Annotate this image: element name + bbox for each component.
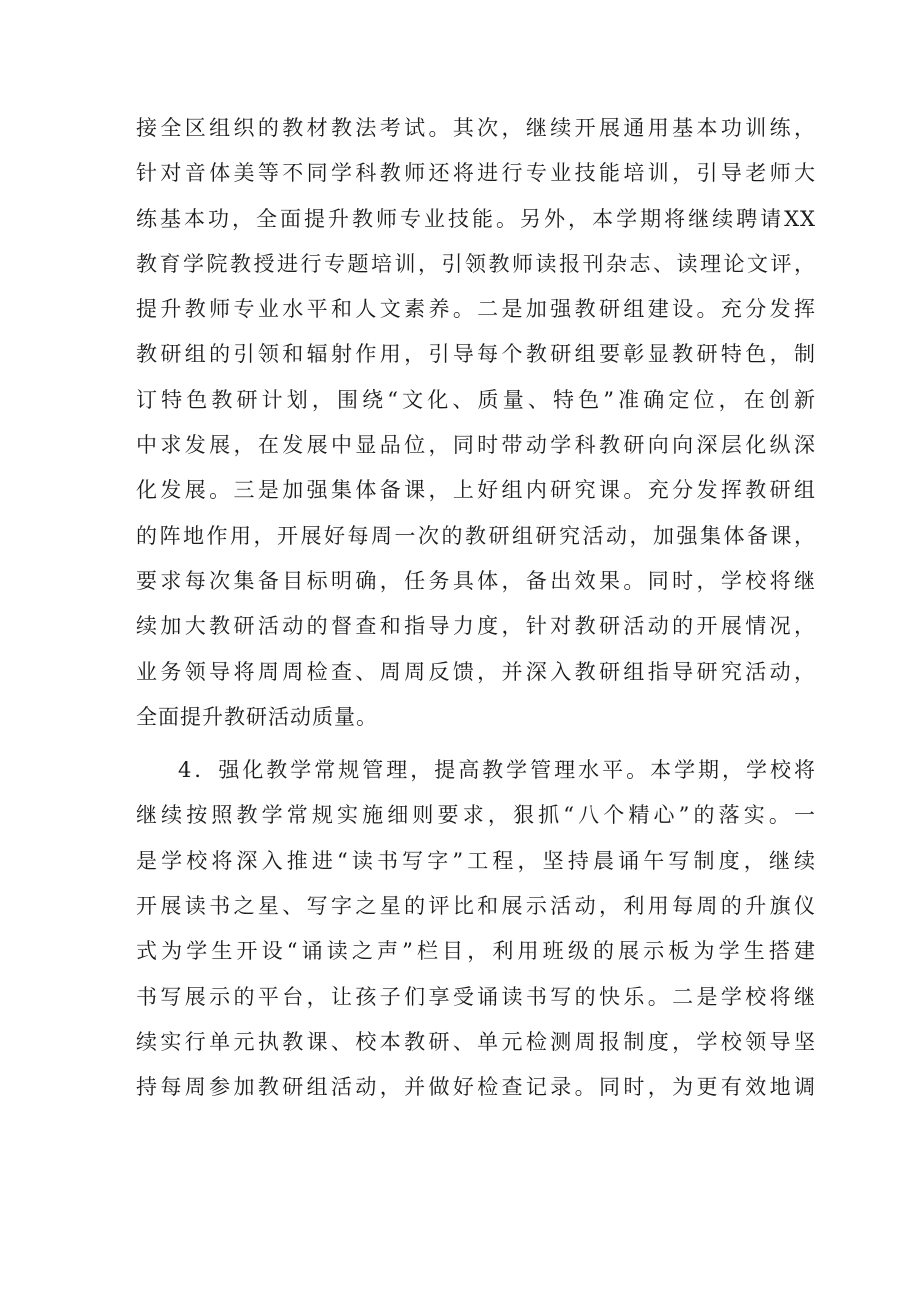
paragraph-2 — [136, 748, 816, 1110]
text-line: 持每周参加教研组活动，并做好检查记录。同时，为更有效地调 — [136, 1075, 816, 1100]
document-body — [136, 106, 816, 1111]
text-line: 要求每次集备目标明确，任务具体，备出效果。同时，学校将继 — [136, 568, 816, 593]
text-line: 式为学生开设“诵读之声”栏目，利用班级的展示板为学生搭建 — [136, 939, 816, 964]
text-line: 教研组的引领和辐射作用，引导每个教研组要彰显教研特色，制 — [136, 342, 816, 367]
text-line: 教育学院教授进行专题培训，引领教师读报刊杂志、读理论文评， — [136, 251, 816, 276]
text-line: 开展读书之星、写字之星的评比和展示活动，利用每周的升旗仪 — [136, 894, 816, 919]
paragraph-spacer — [136, 740, 816, 748]
text-line: 业务领导将周周检查、周周反馈，并深入教研组指导研究活动， — [136, 659, 816, 684]
text-line: 继续按照教学常规实施细则要求，狠抓“八个精心”的落实。一 — [136, 803, 816, 828]
paragraph-1 — [136, 106, 816, 740]
text-line: 化发展。三是加强集体备课，上好组内研究课。充分发挥教研组 — [136, 478, 816, 503]
text-line: 续加大教研活动的督查和指导力度，针对教研活动的开展情况， — [136, 614, 816, 639]
text-line: 的阵地作用，开展好每周一次的教研组研究活动，加强集体备课， — [136, 523, 816, 548]
text-line: 书写展示的平台，让孩子们享受诵读书写的快乐。二是学校将继 — [136, 984, 816, 1009]
text-line: 练基本功，全面提升教师专业技能。另外，本学期将继续聘请XX — [136, 206, 816, 231]
text-line: 订特色教研计划，围绕“文化、质量、特色”准确定位，在创新 — [136, 387, 816, 412]
text-line: 提升教师专业水平和人文素养。二是加强教研组建设。充分发挥 — [136, 297, 816, 322]
text-line: 中求发展，在发展中显品位，同时带动学科教研向向深层化纵深 — [136, 433, 816, 458]
text-line: 是学校将深入推进“读书写字”工程，坚持晨诵午写制度，继续 — [136, 848, 816, 873]
text-line: 针对音体美等不同学科教师还将进行专业技能培训，引导老师大 — [136, 161, 816, 186]
text-line: 全面提升教研活动质量。 — [136, 704, 378, 729]
text-line: 接全区组织的教材教法考试。其次，继续开展通用基本功训练， — [136, 116, 816, 140]
text-line: 续实行单元执教课、校本教研、单元检测周报制度，学校领导坚 — [136, 1029, 816, 1054]
text-line: 4．强化教学常规管理，提高教学管理水平。本学期，学校将 — [178, 758, 816, 783]
